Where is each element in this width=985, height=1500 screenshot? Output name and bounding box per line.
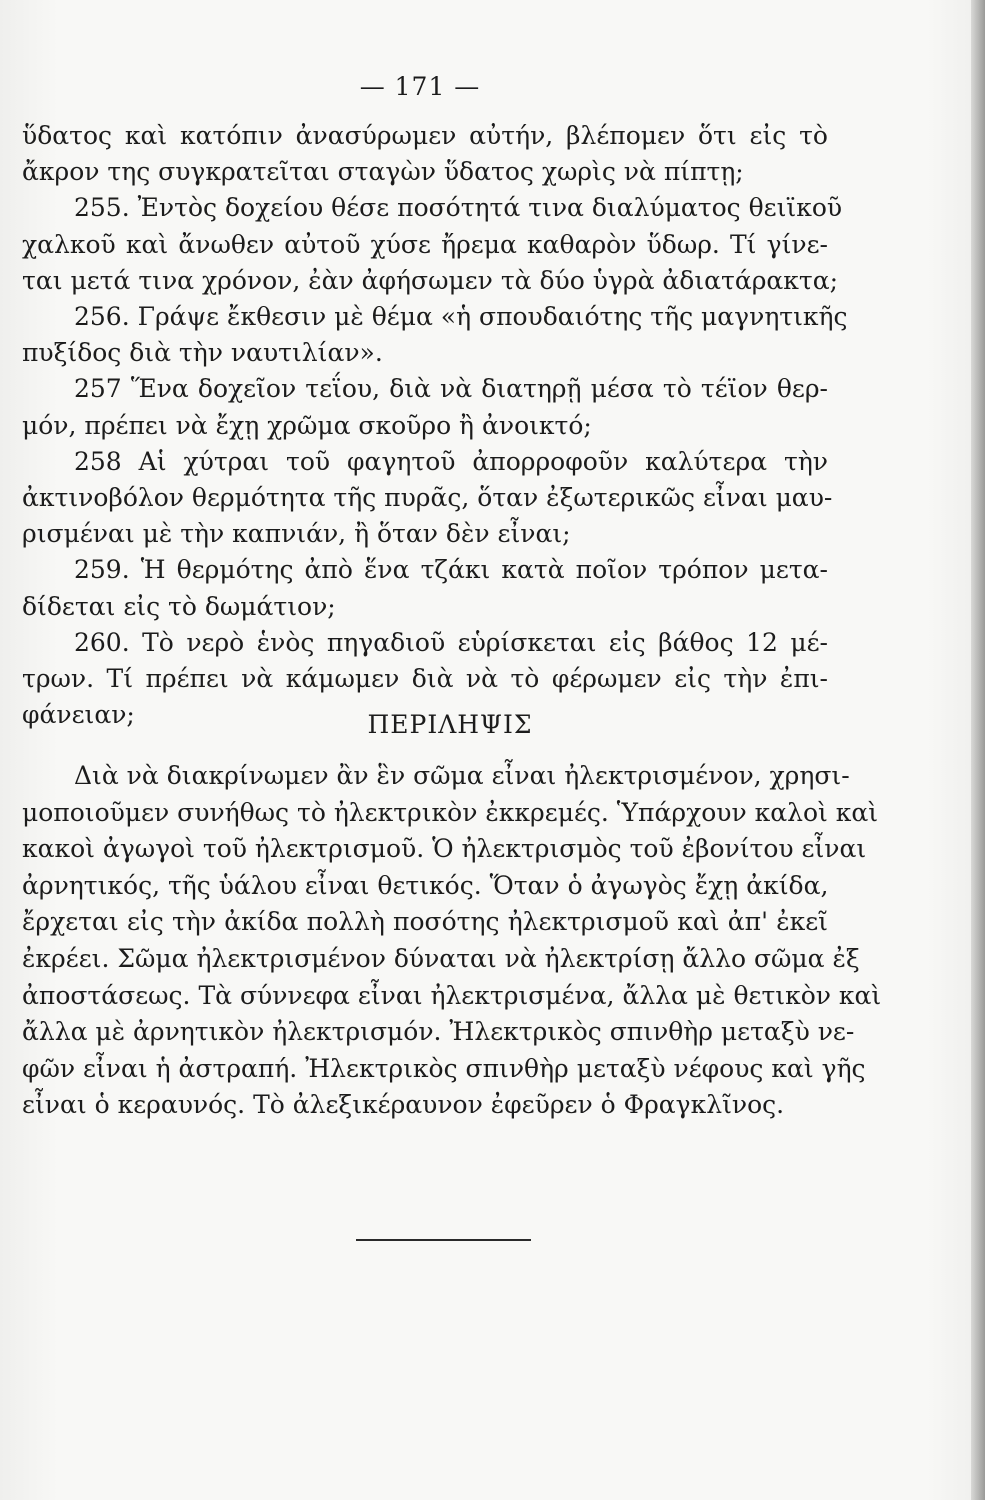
text-line: 256. Γράψε ἔκθεσιν μὲ θέμα «ἡ σπουδαιότης τῆς μαγνητικῆς [74,302,848,332]
questions-text [22,118,848,733]
text-line: δίδεται εἰς τὸ δωμάτιον; [22,591,336,621]
text-line: ἀκτινοβόλον θερμότητα τῆς πυρᾶς, ὅταν ἐξωτερικῶς εἶναι μαυ- [22,483,833,513]
text-line: ται μετά τινα χρόνον, ἐὰν ἀφήσωμεν τὰ δύο ὑγρὰ ἀδιατάρακτα; [22,265,839,295]
closing-rule [356,1239,531,1241]
text-line: φάνειαν; [22,700,135,730]
text-line: ρισμέναι μὲ τὴν καπνιάν, ἢ ὅταν δὲν εἶναι; [22,519,571,549]
text-line: ἔρχεται εἰς τὴν ἀκίδα πολλὴ ποσότης ἠλεκτρισμοῦ καὶ ἀπ' ἐκεῖ [22,907,828,937]
page-edge-shadow [971,0,985,1500]
text-line: κακοὶ ἀγωγοὶ τοῦ ἠλεκτρισμοῦ. Ὁ ἠλεκτρισμὸς τοῦ ἐβονίτου εἶναι [22,834,867,864]
text-line: ἀποστάσεως. Τὰ σύννεφα εἶναι ἠλεκτρισμένα, ἄλλα μὲ θετικὸν καὶ [22,980,882,1010]
text-line: χαλκοῦ καὶ ἄνωθεν αὐτοῦ χύσε ἤρεμα καθαρὸν ὕδωρ. Τί γίνε- [22,229,828,259]
text-line: ἄλλα μὲ ἀρνητικὸν ἠλεκτρισμόν. Ἠλεκτρικὸς σπινθὴρ μεταξὺ νε- [22,1017,855,1047]
text-line: μόν, πρέπει νὰ ἔχῃ χρῶμα σκοῦρο ἢ ἀνοικτό; [22,410,592,440]
text-line: ἐκρέει. Σῶμα ἠλεκτρισμένον δύναται νὰ ἠλεκτρίσῃ ἄλλο σῶμα ἐξ [22,943,860,973]
page-number: — 171 — [359,72,481,101]
text-line: 259. Ἡ θερμότης ἀπὸ ἕνα τζάκι κατὰ ποῖον τρόπον μετα- [74,555,828,585]
text-line: ἄκρον της συγκρατεῖται σταγὼν ὕδατος χωρὶς νὰ πίπτῃ; [22,157,744,187]
text-line: μοποιοῦμεν συνήθως τὸ ἠλεκτρικὸν ἐκκρεμές. Ὑπάρχουν καλοὶ καὶ [22,797,879,827]
text-line: 255. Ἐντὸς δοχείου θέσε ποσότητά τινα διαλύματος θειϊκοῦ [74,193,843,223]
text-line: 258 Αἱ χύτραι τοῦ φαγητοῦ ἀπορροφοῦν καλύτερα τὴν [74,446,828,476]
summary-heading: ΠΕΡΙΛΗΨΙΣ [367,710,533,739]
text-line: 260. Τὸ νερὸ ἑνὸς πηγαδιοῦ εὑρίσκεται εἰς βάθος 12 μέ- [74,627,828,657]
text-line: ὕδατος καὶ κατόπιν ἀνασύρωμεν αὐτήν, βλέπομεν ὅτι εἰς τὸ [22,121,828,150]
text-line: φῶν εἶναι ἡ ἀστραπή. Ἠλεκτρικὸς σπινθὴρ μεταξὺ νέφους καὶ γῆς [22,1053,866,1083]
text-line: πυξίδος διὰ τὴν ναυτιλίαν». [22,338,383,368]
text-line: τρων. Τί πρέπει νὰ κάμωμεν διὰ νὰ τὸ φέρωμεν εἰς τὴν ἐπι- [22,664,828,694]
text-line: εἶναι ὁ κεραυνός. Τὸ ἀλεξικέραυνον ἐφεῦρεν ὁ Φραγκλῖνος. [22,1090,785,1120]
text-line: Διὰ νὰ διακρίνωμεν ἂν ἓν σῶμα εἶναι ἠλεκτρισμένον, χρησι- [74,761,850,790]
text-line: 257 Ἕνα δοχεῖον τεΐου, διὰ νὰ διατηρῇ μέσα τὸ τέϊον θερ- [74,374,828,404]
text-line: ἀρνητικός, τῆς ὑάλου εἶναι θετικός. Ὅταν ὁ ἀγωγὸς ἔχῃ ἀκίδα, [22,870,829,900]
summary-text [22,758,882,1124]
